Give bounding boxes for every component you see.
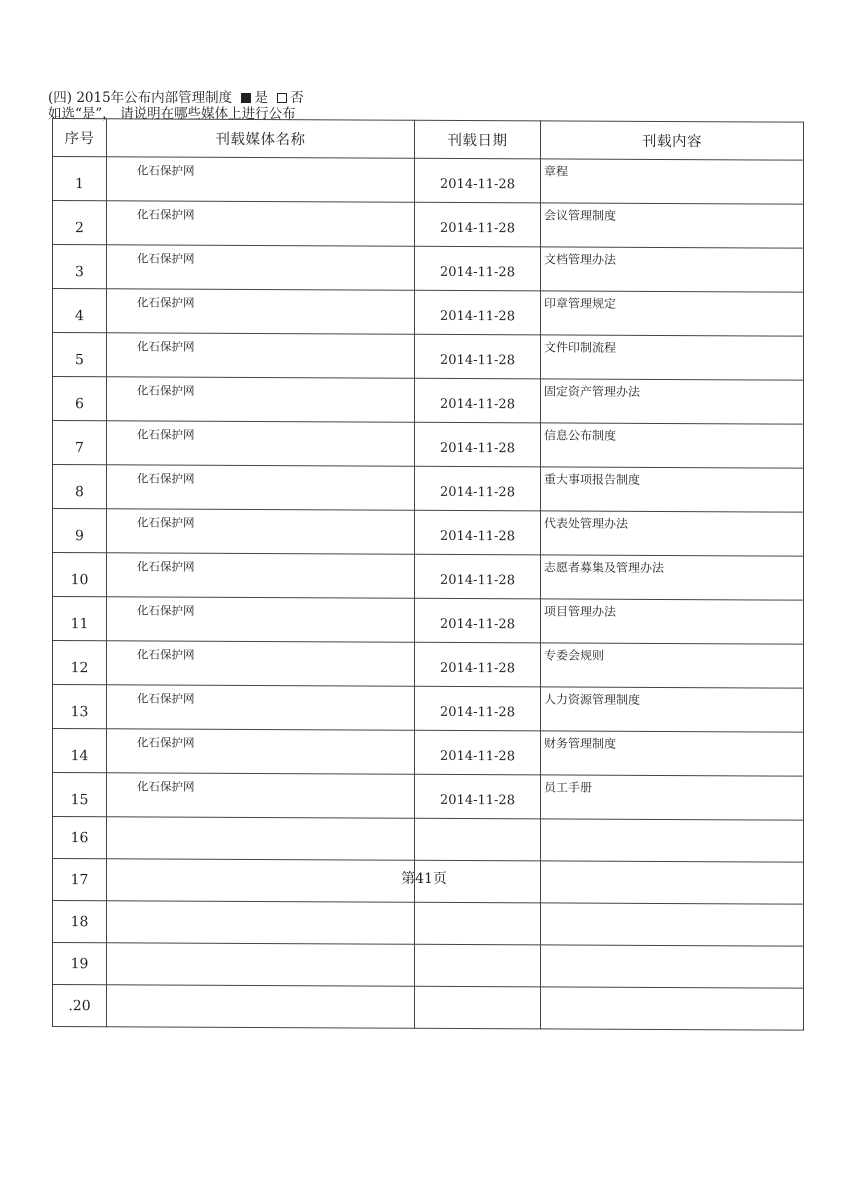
table-row	[53, 817, 804, 863]
row-date: 2014-11-28	[415, 378, 541, 423]
row-date: 2014-11-28	[415, 554, 541, 599]
row-number: 9	[53, 509, 107, 553]
row-number: 4	[53, 289, 107, 333]
row-date: 2014-11-28	[415, 686, 541, 731]
yes-checkbox[interactable]	[241, 93, 251, 103]
table-row	[53, 289, 804, 337]
row-number: 10	[53, 553, 107, 597]
row-content: 会议管理制度	[541, 203, 804, 248]
yes-option-label: 是	[254, 90, 268, 106]
table-row	[53, 685, 804, 733]
row-date: 2014-11-28	[415, 290, 541, 335]
row-media: 化石保护网	[107, 685, 415, 731]
row-number: 6	[53, 377, 107, 421]
row-number: 12	[53, 641, 107, 685]
row-content: 印章管理规定	[541, 291, 804, 336]
row-content: 代表处管理办法	[541, 511, 804, 556]
row-media: 化石保护网	[107, 641, 415, 687]
row-number: 2	[53, 201, 107, 245]
row-number: 14	[53, 729, 107, 773]
table-row	[53, 985, 804, 1031]
row-content	[541, 945, 804, 988]
row-media: 化石保护网	[107, 157, 415, 203]
table-row	[53, 201, 804, 249]
header-date: 刊载日期	[415, 120, 541, 159]
row-date	[415, 902, 541, 945]
row-number: 16	[53, 817, 107, 859]
row-date: 2014-11-28	[415, 334, 541, 379]
header-no: 序号	[53, 119, 107, 157]
row-media: 化石保护网	[107, 553, 415, 599]
row-media: 化石保护网	[107, 465, 415, 511]
row-number: 7	[53, 421, 107, 465]
table-row	[53, 901, 804, 947]
row-date: 2014-11-28	[415, 642, 541, 687]
row-date: 2014-11-28	[415, 158, 541, 203]
row-media: 化石保护网	[107, 377, 415, 423]
row-content: 文档管理办法	[541, 247, 804, 292]
row-media	[107, 943, 415, 987]
row-date: 2014-11-28	[415, 422, 541, 467]
row-media	[107, 985, 415, 1029]
row-content: 人力资源管理制度	[541, 687, 804, 732]
table-header-row	[53, 119, 804, 161]
row-content: 章程	[541, 159, 804, 204]
row-content: 重大事项报告制度	[541, 467, 804, 512]
row-media: 化石保护网	[107, 201, 415, 247]
publication-table	[52, 118, 804, 1031]
table-row	[53, 377, 804, 425]
table-row	[53, 553, 804, 601]
row-content: 专委会规则	[541, 643, 804, 688]
row-date	[415, 986, 541, 1029]
row-date: 2014-11-28	[415, 774, 541, 819]
row-media: 化石保护网	[107, 245, 415, 291]
row-content: 信息公布制度	[541, 423, 804, 468]
no-option-label: 否	[290, 90, 304, 106]
row-number: 3	[53, 245, 107, 289]
table-row	[53, 157, 804, 205]
row-date: 2014-11-28	[415, 598, 541, 643]
row-number: 18	[53, 901, 107, 943]
row-number: 8	[53, 465, 107, 509]
page-number: 第41页	[401, 871, 447, 887]
row-date: 2014-11-28	[415, 466, 541, 511]
row-number: 1	[53, 157, 107, 201]
row-media: 化石保护网	[107, 729, 415, 775]
row-date: 2014-11-28	[415, 730, 541, 775]
row-date	[415, 944, 541, 987]
row-content: 固定资产管理办法	[541, 379, 804, 424]
row-content: 文件印制流程	[541, 335, 804, 380]
table-row	[53, 509, 804, 557]
row-date: 2014-11-28	[415, 202, 541, 247]
row-content: 项目管理办法	[541, 599, 804, 644]
row-content: 志愿者募集及管理办法	[541, 555, 804, 600]
row-media: 化石保护网	[107, 773, 415, 819]
row-media: 化石保护网	[107, 509, 415, 555]
row-content	[541, 819, 804, 862]
section-heading	[48, 89, 304, 107]
row-number: .20	[53, 985, 107, 1027]
header-content: 刊载内容	[541, 121, 804, 160]
table-row	[53, 465, 804, 513]
row-date: 2014-11-28	[415, 510, 541, 555]
row-number: 11	[53, 597, 107, 641]
row-media: 化石保护网	[107, 421, 415, 467]
section-title: (四) 2015年公布内部管理制度	[48, 90, 233, 106]
row-content: 财务管理制度	[541, 731, 804, 776]
row-date: 2014-11-28	[415, 246, 541, 291]
row-number: 5	[53, 333, 107, 377]
row-number: 17	[53, 859, 107, 901]
row-content	[541, 987, 804, 1030]
row-media: 化石保护网	[107, 289, 415, 335]
row-media	[107, 901, 415, 945]
table-row	[53, 245, 804, 293]
table-row	[53, 333, 804, 381]
table-row	[53, 421, 804, 469]
row-media	[107, 817, 415, 861]
table-row	[53, 597, 804, 645]
row-media: 化石保护网	[107, 333, 415, 379]
header-media: 刊载媒体名称	[107, 119, 415, 159]
row-content	[541, 903, 804, 946]
table-row	[53, 773, 804, 821]
table-row	[53, 943, 804, 989]
no-checkbox[interactable]	[277, 93, 287, 103]
table-row	[53, 641, 804, 689]
row-content: 员工手册	[541, 775, 804, 820]
row-number: 19	[53, 943, 107, 985]
row-number: 15	[53, 773, 107, 817]
row-number: 13	[53, 685, 107, 729]
table-row	[53, 729, 804, 777]
row-media: 化石保护网	[107, 597, 415, 643]
instruction-text: 如选“是”， 请说明在哪些媒体上进行公布	[48, 106, 296, 122]
row-date	[415, 818, 541, 861]
